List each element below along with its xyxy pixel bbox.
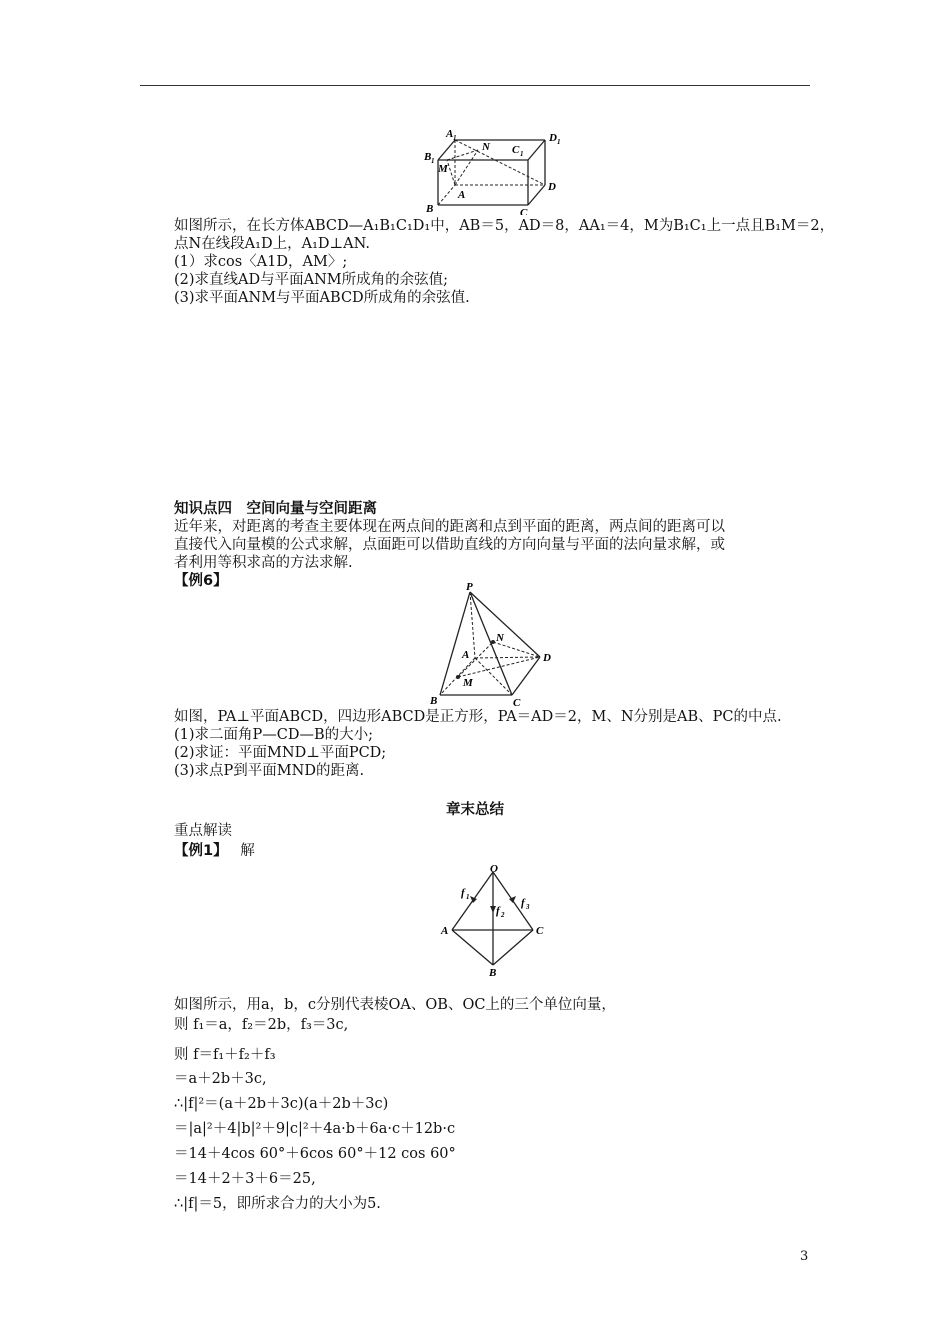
header-rule (140, 85, 810, 86)
label-P: P (466, 581, 473, 593)
section-title: 知识点四 空间向量与空间距离 (174, 501, 377, 517)
solution-line-9: ∴|f|＝5，即所求合力的大小为5. (174, 1196, 381, 1212)
label-C1: C (512, 144, 520, 156)
example1-label: 【例1】 (174, 843, 228, 859)
problem-line-2: 点N在线段A₁D上，A₁D⊥AN. (174, 236, 370, 252)
example1-line (174, 842, 255, 860)
section-intro-1: 近年来，对距离的考查主要体现在两点间的距离和点到平面的距离，两点间的距离可以 (174, 519, 725, 535)
sub-f2: 2 (501, 911, 505, 919)
example6-line-1: 如图，PA⊥平面ABCD，四边形ABCD是正方形，PA＝AD＝2，M、N分别是AB、PC的中点. (174, 709, 782, 725)
label-f3: f (521, 897, 525, 909)
problem-line-3: (1）求cos〈A1D，AM〉; (174, 254, 348, 270)
label-A2: A (462, 649, 470, 661)
sub-B1: 1 (431, 157, 435, 165)
solution-line-4: ＝a＋2b＋3c, (174, 1071, 267, 1087)
page-number: 3 (800, 1249, 809, 1264)
sub-f1: 1 (466, 893, 470, 901)
label-N2: N (496, 632, 504, 644)
example6-line-2: (1)求二面角P—CD—B的大小; (174, 727, 374, 743)
example6-line-3: (2)求证：平面MND⊥平面PCD; (174, 745, 387, 761)
label-f1: f (461, 887, 465, 899)
section-intro-2: 直接代入向量模的公式求解，点面距可以借助直线的方向向量与平面的法向量求解，或 (174, 537, 725, 553)
label-A: A (458, 189, 466, 201)
solution-line-5: ∴|f|²＝(a＋2b＋3c)(a＋2b＋3c) (174, 1096, 389, 1112)
example6-line-4: (3)求点P到平面MND的距离. (174, 763, 365, 779)
solution-line-2: 则 f₁＝a，f₂＝2b，f₃＝3c, (174, 1017, 349, 1033)
problem-line-4: (2)求直线AD与平面ANM所成角的余弦值; (174, 272, 449, 288)
summary-title: 章末总结 (446, 802, 504, 818)
label-C3: C (536, 925, 544, 937)
solution-line-7: ＝14＋4cos 60°＋6cos 60°＋12 cos 60° (174, 1146, 456, 1162)
force-figure (438, 862, 548, 980)
problem-line-1: 如图所示，在长方体ABCD—A₁B₁C₁D₁中，AB＝5，AD＝8，AA₁＝4，M为B₁C₁上一点且B₁M＝2， (174, 218, 835, 234)
solve-word: 解 (240, 843, 255, 859)
label-C: C (520, 207, 528, 215)
solution-line-3: 则 f＝f₁＋f₂＋f₃ (174, 1047, 276, 1063)
label-M: M (438, 163, 448, 175)
label-O: O (490, 863, 498, 875)
label-N: N (482, 141, 490, 153)
section-intro-3: 者利用等积求高的方法求解. (174, 555, 353, 571)
label-B1: B (424, 151, 432, 163)
sub-f3: 3 (526, 903, 530, 911)
label-A3: A (441, 925, 449, 937)
solution-line-6: ＝|a|²＋4|b|²＋9|c|²＋4a·b＋6a·c＋12b·c (174, 1121, 456, 1137)
example6-label: 【例6】 (174, 573, 228, 589)
pyramid-figure (428, 580, 563, 710)
label-C2: C (513, 697, 521, 709)
summary-subtitle: 重点解读 (174, 823, 232, 839)
solution-line-1: 如图所示，用a，b，c分别代表棱OA、OB、OC上的三个单位向量， (174, 997, 616, 1013)
label-B2: B (430, 695, 438, 707)
cuboid-figure (420, 125, 570, 215)
label-D: D (548, 181, 556, 193)
sub-A1: 1 (453, 134, 457, 142)
label-D1: D (549, 132, 557, 144)
sub-D1: 1 (557, 138, 561, 146)
sub-C1: 1 (520, 150, 524, 158)
label-f2: f (496, 905, 500, 917)
label-B3: B (489, 967, 497, 979)
label-A1: A (446, 128, 454, 140)
label-M2: M (463, 677, 473, 689)
label-D2: D (543, 652, 551, 664)
problem-line-5: (3)求平面ANM与平面ABCD所成角的余弦值. (174, 290, 470, 306)
label-B: B (426, 203, 434, 215)
solution-line-8: ＝14＋2＋3＋6＝25, (174, 1171, 316, 1187)
